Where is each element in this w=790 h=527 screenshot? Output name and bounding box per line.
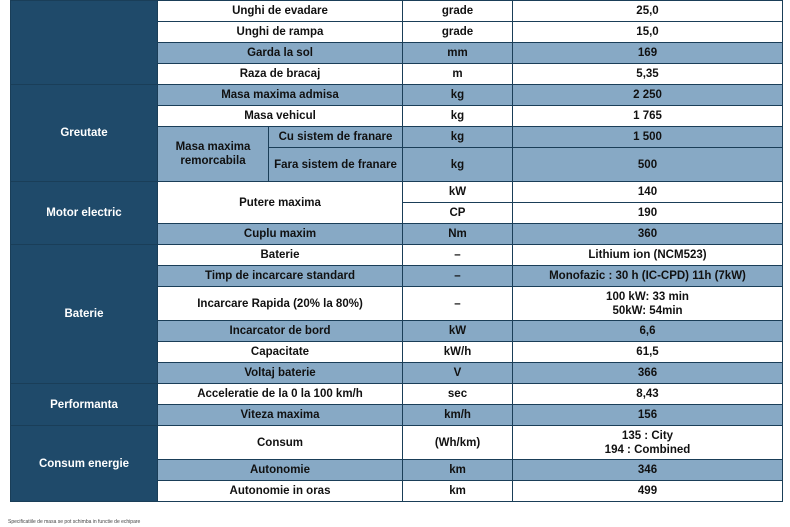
row-value: 1 765 <box>513 106 783 127</box>
row-label: Capacitate <box>158 342 403 363</box>
row-value <box>513 287 783 321</box>
specs-table <box>10 0 783 502</box>
row-unit: kg <box>403 127 513 148</box>
category-consum: Consum energie <box>11 426 158 502</box>
row-value: 8,43 <box>513 384 783 405</box>
row-unit: grade <box>403 1 513 22</box>
table-row <box>11 384 783 405</box>
row-value: 360 <box>513 224 783 245</box>
category-cell <box>11 1 158 85</box>
row-label: Consum <box>158 426 403 460</box>
row-value: 6,6 <box>513 321 783 342</box>
table-row <box>11 85 783 106</box>
row-label: Putere maxima <box>158 182 403 224</box>
row-unit: (Wh/km) <box>403 426 513 460</box>
row-unit: – <box>403 245 513 266</box>
row-label-remorcabila: Masa maxima remorcabila <box>158 127 269 182</box>
category-greutate: Greutate <box>11 85 158 182</box>
value-line: 135 : City <box>621 429 674 442</box>
row-sublabel: Fara sistem de franare <box>269 148 403 182</box>
value-line: 50kW: 54min <box>612 304 683 317</box>
row-unit: km <box>403 460 513 481</box>
category-motor: Motor electric <box>11 182 158 245</box>
row-unit: kW <box>403 321 513 342</box>
row-unit: – <box>403 266 513 287</box>
row-unit: kg <box>403 148 513 182</box>
row-value: 169 <box>513 43 783 64</box>
row-unit: kg <box>403 106 513 127</box>
row-label: Autonomie in oras <box>158 481 403 502</box>
row-value: 1 500 <box>513 127 783 148</box>
row-value: 190 <box>513 203 783 224</box>
row-unit: m <box>403 64 513 85</box>
row-value: 499 <box>513 481 783 502</box>
table-row <box>11 426 783 460</box>
row-label: Incarcare Rapida (20% la 80%) <box>158 287 403 321</box>
table-row <box>11 182 783 203</box>
row-unit: – <box>403 287 513 321</box>
table-row <box>11 245 783 266</box>
row-unit: kW <box>403 182 513 203</box>
row-sublabel: Cu sistem de franare <box>269 127 403 148</box>
row-unit: kW/h <box>403 342 513 363</box>
row-value: 346 <box>513 460 783 481</box>
row-label: Acceleratie de la 0 la 100 km/h <box>158 384 403 405</box>
row-label: Unghi de rampa <box>158 22 403 43</box>
row-label: Voltaj baterie <box>158 363 403 384</box>
row-value: 15,0 <box>513 22 783 43</box>
row-unit: Nm <box>403 224 513 245</box>
row-label: Baterie <box>158 245 403 266</box>
row-label: Masa vehicul <box>158 106 403 127</box>
row-value: Lithium ion (NCM523) <box>513 245 783 266</box>
row-value: 366 <box>513 363 783 384</box>
row-label: Unghi de evadare <box>158 1 403 22</box>
value-line: 194 : Combined <box>604 443 691 456</box>
row-label: Viteza maxima <box>158 405 403 426</box>
row-value: 140 <box>513 182 783 203</box>
row-value: 61,5 <box>513 342 783 363</box>
row-value: 25,0 <box>513 1 783 22</box>
row-value <box>513 426 783 460</box>
row-unit: mm <box>403 43 513 64</box>
category-baterie: Baterie <box>11 245 158 384</box>
row-unit: V <box>403 363 513 384</box>
row-label: Raza de bracaj <box>158 64 403 85</box>
row-label: Garda la sol <box>158 43 403 64</box>
row-label: Cuplu maxim <box>158 224 403 245</box>
row-value: 5,35 <box>513 64 783 85</box>
footnote: Specificatiile de masa se pot schimba in functie de echipare <box>8 519 141 525</box>
row-unit: km/h <box>403 405 513 426</box>
row-unit: km <box>403 481 513 502</box>
row-unit: kg <box>403 85 513 106</box>
row-unit: sec <box>403 384 513 405</box>
row-label: Incarcator de bord <box>158 321 403 342</box>
row-unit: CP <box>403 203 513 224</box>
row-value: 2 250 <box>513 85 783 106</box>
row-label: Masa maxima admisa <box>158 85 403 106</box>
value-line: 100 kW: 33 min <box>606 290 689 303</box>
row-unit: grade <box>403 22 513 43</box>
row-value: 500 <box>513 148 783 182</box>
row-label: Autonomie <box>158 460 403 481</box>
row-label: Timp de incarcare standard <box>158 266 403 287</box>
row-value: Monofazic : 30 h (IC-CPD) 11h (7kW) <box>513 266 783 287</box>
category-performanta: Performanta <box>11 384 158 426</box>
row-value: 156 <box>513 405 783 426</box>
table-row <box>11 1 783 22</box>
